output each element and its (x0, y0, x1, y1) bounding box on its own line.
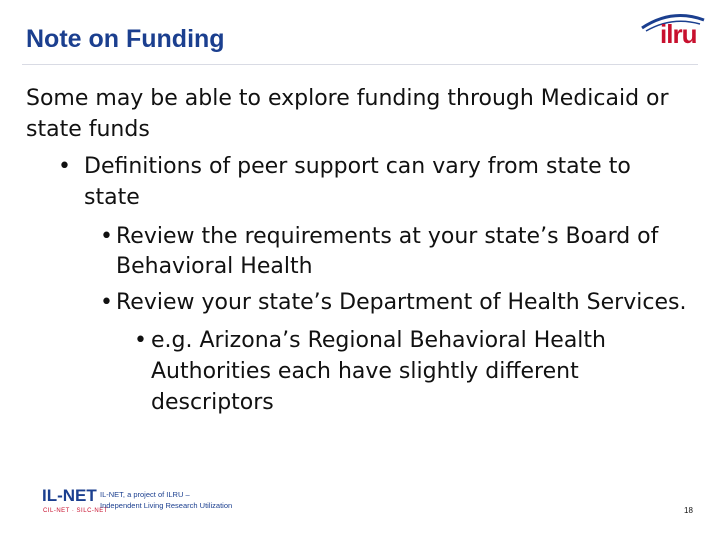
sub-bullet-text: Behavioral Health (116, 254, 313, 279)
subsub-bullet-text: descriptors (151, 390, 274, 415)
bullet-marker: • (100, 224, 113, 249)
ilru-logo (638, 12, 708, 48)
bullet-marker: • (100, 290, 113, 315)
sub-bullet-text: Review your state’s Department of Health Services. (116, 290, 687, 315)
il-net-tagline-2: Independent Living Research Utilization (100, 501, 233, 510)
bullet-marker: • (58, 154, 71, 179)
il-net-name: IL-NET (42, 486, 97, 505)
subsub-bullet-text: Authorities each have slightly different (151, 359, 579, 384)
body-line: state funds (26, 117, 150, 142)
bullet-text: Definitions of peer support can vary from state to (84, 154, 631, 179)
il-net-footer-logo (42, 486, 257, 520)
il-net-sub: CIL-NET · SILC-NET (43, 508, 108, 514)
bullet-marker: • (134, 328, 147, 353)
sub-bullet-text: Review the requirements at your state’s Board of (116, 224, 659, 249)
body-line: Some may be able to explore funding through Medicaid or (26, 86, 669, 111)
page-number: 18 (684, 506, 693, 515)
bullet-text: state (84, 185, 140, 210)
title-divider (22, 64, 698, 65)
subsub-bullet-text: e.g. Arizona’s Regional Behavioral Health (151, 328, 606, 353)
slide-title: Note on Funding (26, 25, 225, 53)
logo-text: ilru (660, 19, 697, 49)
il-net-tagline: IL-NET, a project of ILRU – (100, 490, 190, 499)
